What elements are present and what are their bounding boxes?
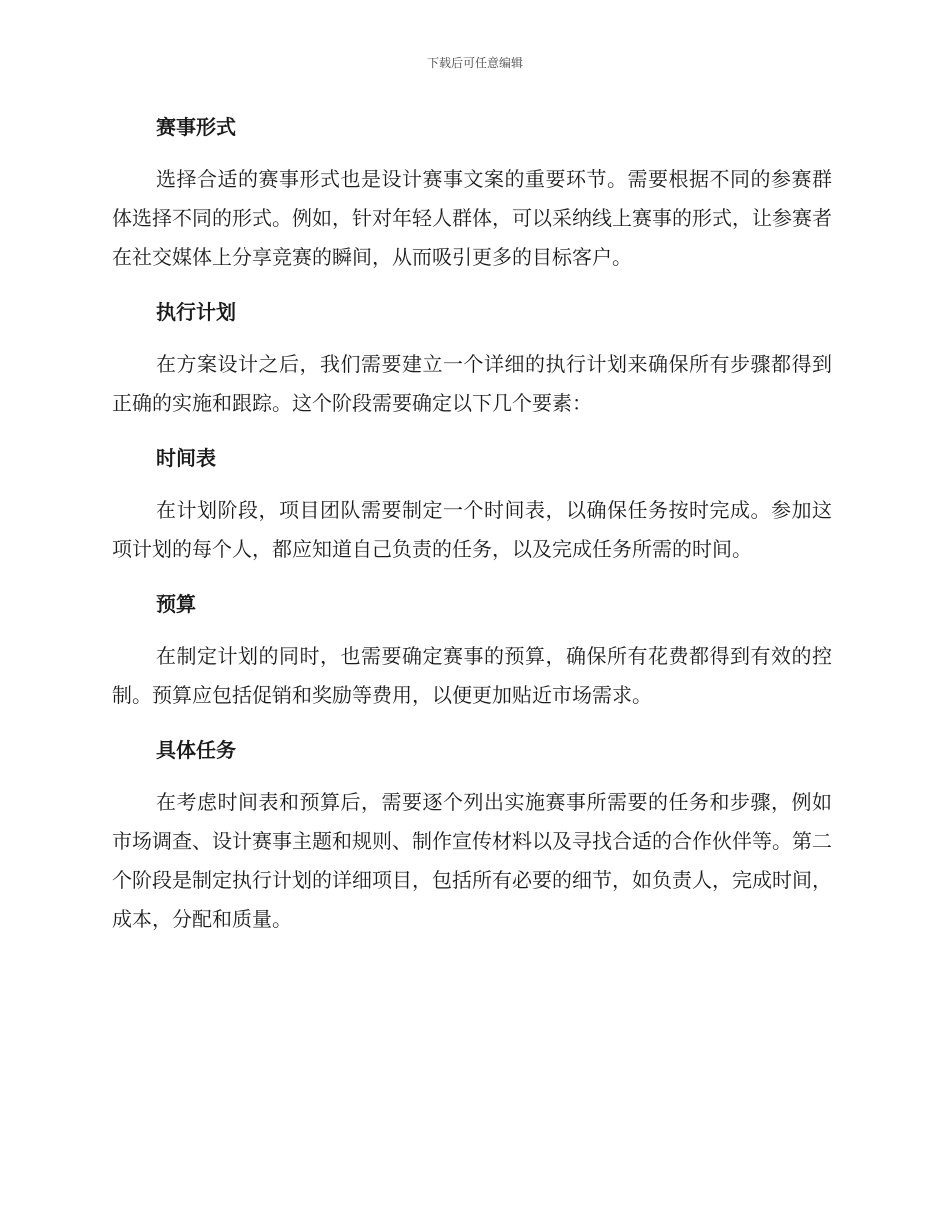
document-body	[112, 108, 832, 955]
section-event-format	[112, 108, 832, 277]
section-specific-tasks	[112, 731, 832, 939]
section-heading: 具体任务	[156, 738, 236, 762]
section-heading: 预算	[156, 592, 196, 616]
paragraph: 选择合适的赛事形式也是设计赛事文案的重要环节。需要根据不同的参赛群体选择不同的形式。例如，针对年轻人群体，可以采纳线上赛事的形式，让参赛者在社交媒体上分享竞赛的瞬间，从而吸引更多的目标客户。	[112, 167, 832, 269]
paragraph: 在计划阶段，项目团队需要制定一个时间表，以确保任务按时完成。参加这项计划的每个人，都应知道自己负责的任务，以及完成任务所需的时间。	[112, 498, 832, 561]
section-execution-plan	[112, 293, 832, 423]
page-header: 下载后可任意编辑	[426, 56, 523, 70]
paragraph: 在方案设计之后，我们需要建立一个详细的执行计划来确保所有步骤都得到正确的实施和跟踪。这个阶段需要确定以下几个要素：	[112, 352, 832, 415]
section-timeline	[112, 439, 832, 569]
paragraph: 在制定计划的同时，也需要确定赛事的预算，确保所有花费都得到有效的控制。预算应包括促销和奖励等费用，以便更加贴近市场需求。	[112, 644, 832, 707]
section-heading: 执行计划	[156, 300, 236, 324]
paragraph: 在考虑时间表和预算后，需要逐个列出实施赛事所需要的任务和步骤，例如市场调查、设计赛事主题和规则、制作宣传材料以及寻找合适的合作伙伴等。第二个阶段是制定执行计划的详细项目，包括所有必要的细节，如负责人，完成时间，成本，分配和质量。	[112, 790, 832, 931]
section-budget	[112, 585, 832, 715]
section-heading: 赛事形式	[156, 115, 236, 139]
section-heading: 时间表	[156, 446, 216, 470]
